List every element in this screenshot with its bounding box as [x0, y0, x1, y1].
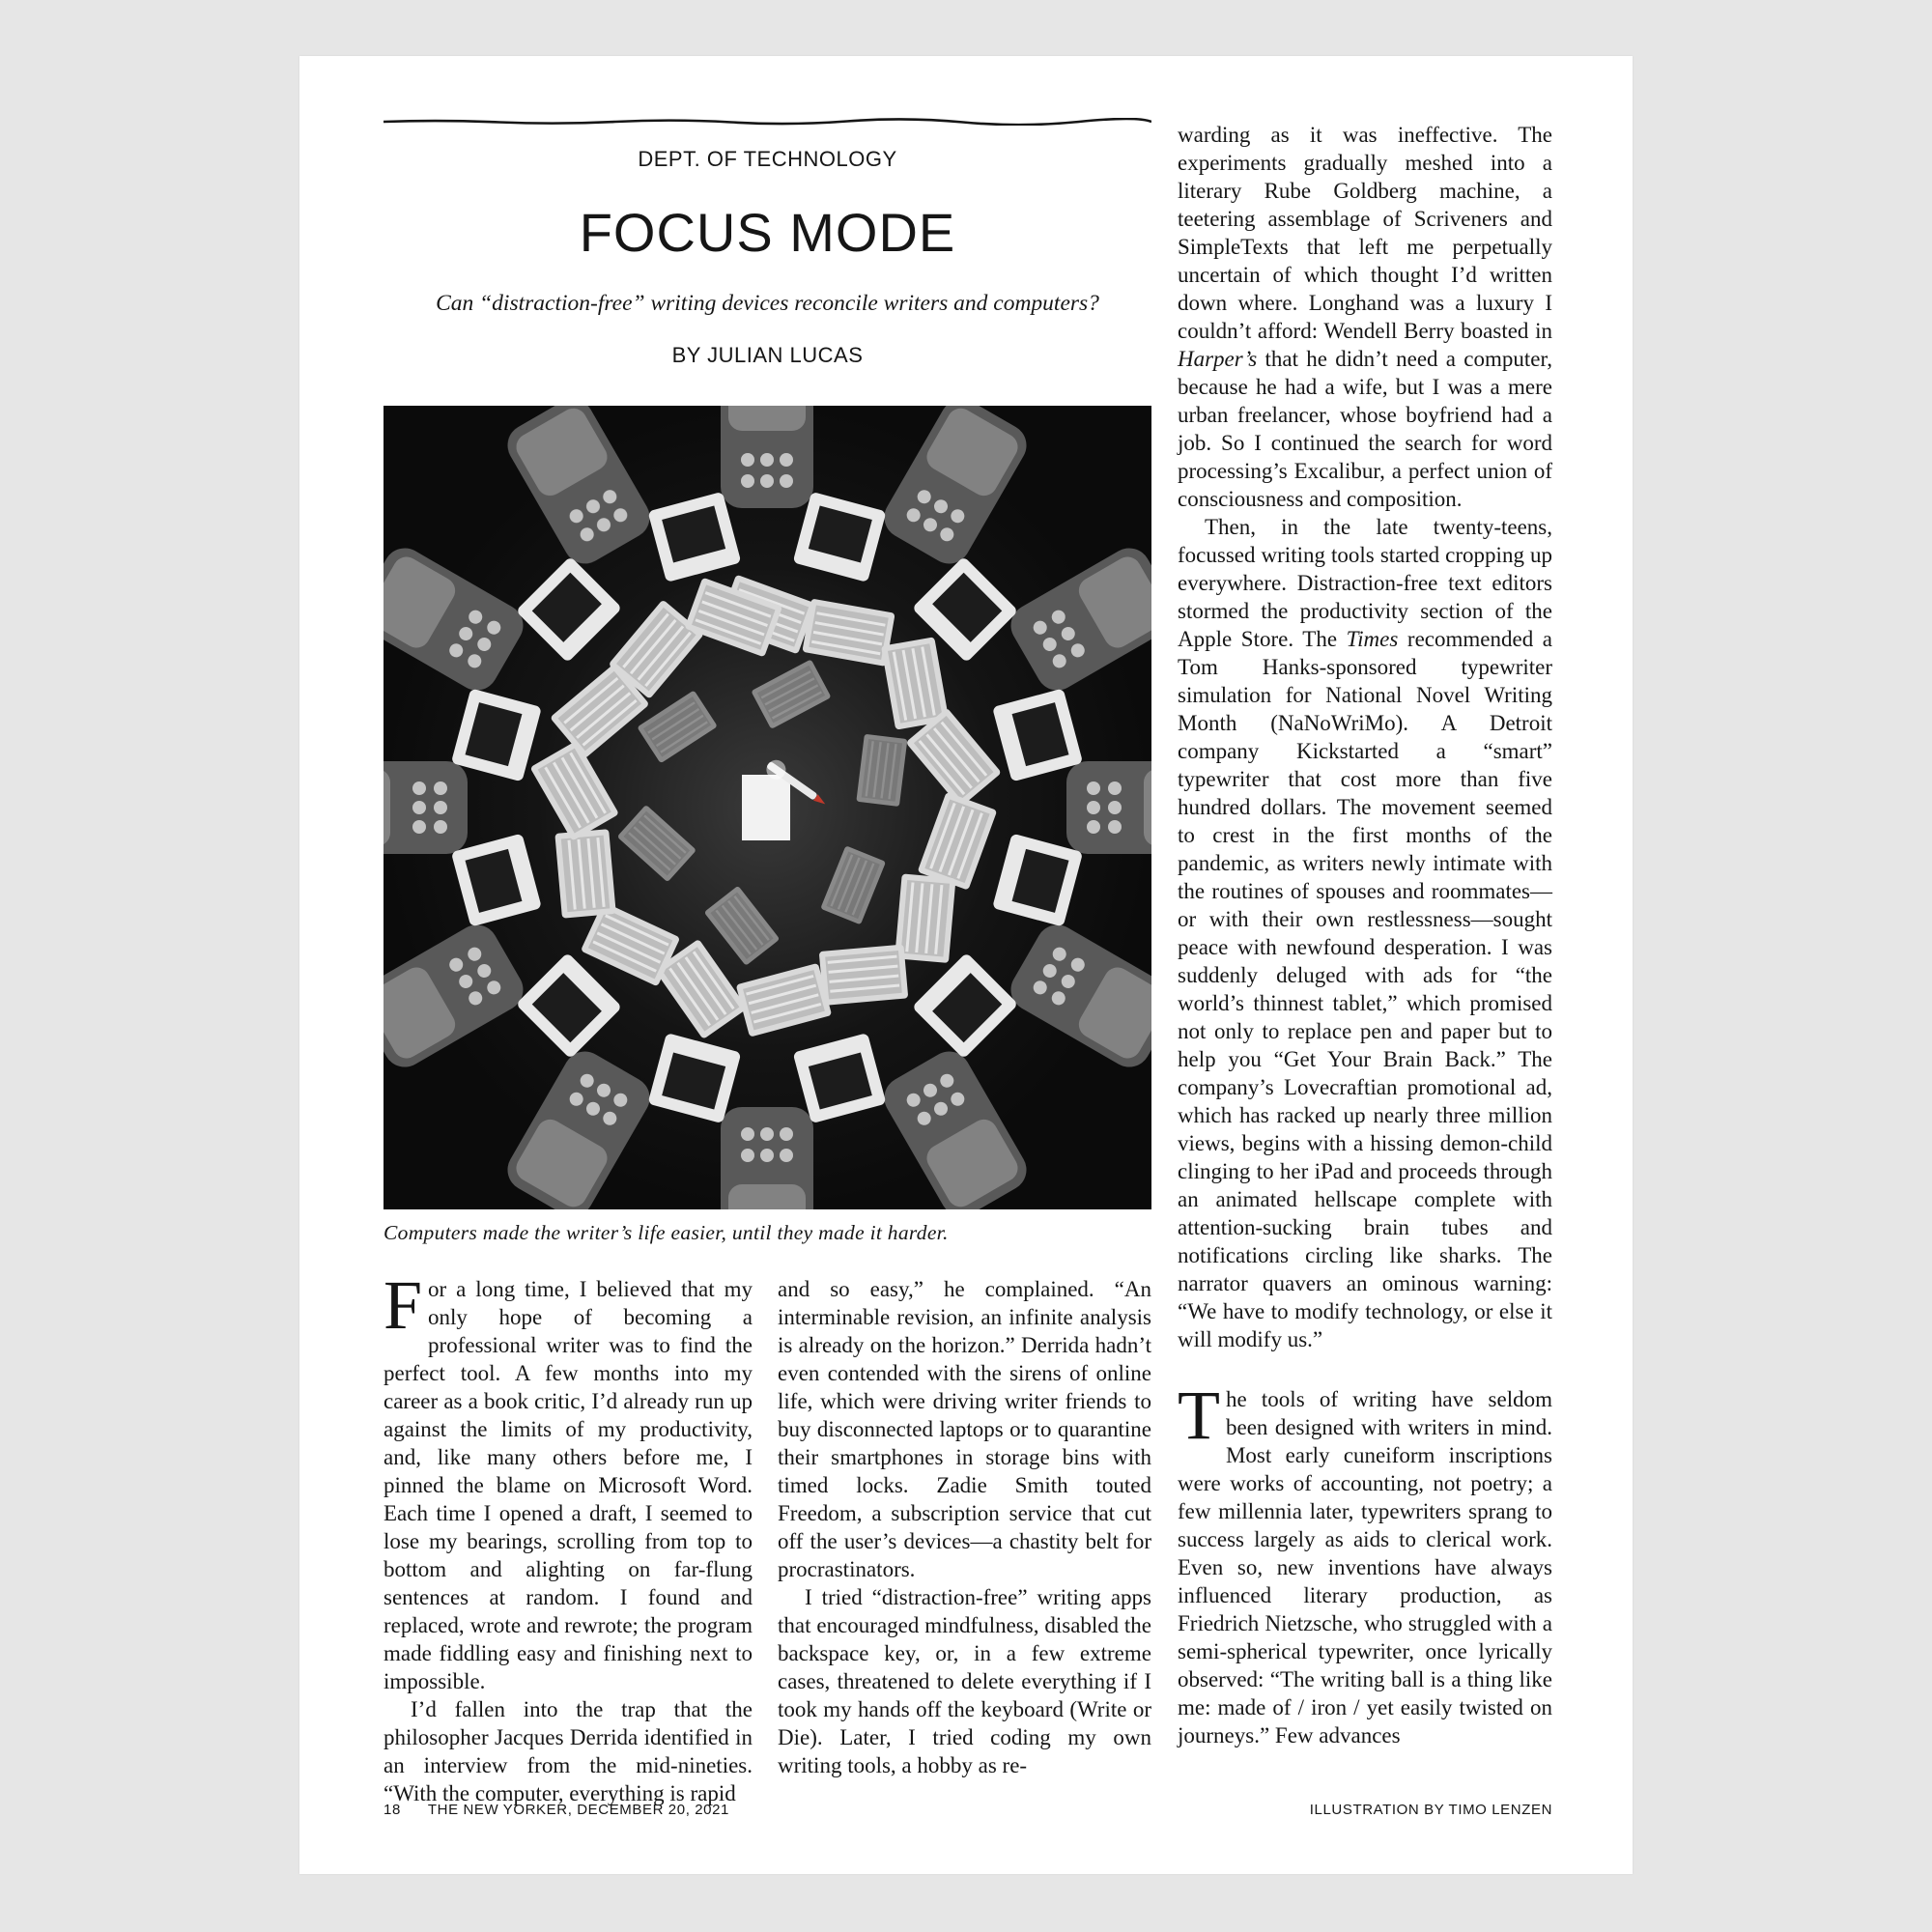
text-column-2 — [778, 1275, 1151, 1779]
paragraph — [1178, 121, 1552, 513]
paragraph-text: or a long time, I believed that my only hope of becoming a professional writer was to find the perfect tool. A few months into my career as a book critic, I’d already run up against the limits of my productivity, and, like many others before me, I pinned the blame on Microsoft Word. Each time I opened a draft, I seemed to lose my bearings, scrolling from top to bottom and alighting on far-flung sentences at random. I found and replaced, wrote and rewrote; the program made fiddling easy and finishing next to impossible. — [384, 1277, 753, 1693]
paragraph-text: Then, in the late twenty-teens, focussed writing tools started cropping up everywhere. Distraction-free text editors stormed the productivity section of the Apple Store. The — [1178, 515, 1552, 651]
illustration-caption: Computers made the writer’s life easier, until they made it harder. — [384, 1221, 949, 1244]
paragraph — [1178, 1377, 1552, 1749]
paragraph-text: that he didn’t need a computer, because he had a wife, but I was a mere urban freelancer, whose boyfriend had a job. So I continued the search for word processing’s Excalibur, a perfect union of consciousness and composition. — [1178, 347, 1552, 511]
paragraph-text: recommended a Tom Hanks-sponsored typewriter simulation for National Novel Writing Month (NaNoWriMo). A Detroit company Kickstarted a “smart” typewriter that cost more than five hundred dollars. The movement seemed to crest in the first months of the pandemic, as writers newly intimate with the routines of spouses and roommates—or with their own restlessness—sought peace with newfound desperation. I was suddenly deluged with ads for “the world’s thinnest tablet,” which promised not only to replace pen and paper but to help you “Get Your Brain Back.” The company’s Lovecraftian promotional ad, which has racked up nearly three million views, begins with a hissing demon-child clinging to her iPad and proceeds through an animated hellscape complete with attention-sucking brain tubes and notifications circling like sharks. The narrator quavers an ominous warning: “We have to modify technology, or else it will modify us.” — [1178, 627, 1552, 1351]
article-title: FOCUS MODE — [579, 202, 956, 263]
page-footer — [384, 1802, 756, 1818]
paragraph-text: he tools of writing have seldom been designed with writers in mind. Most early cuneiform inscriptions were works of accounting, not poetry; a few millennia later, typewriters sprang to success largely as aids to clerical work. Even so, new inventions have always influenced literary production, as Friedrich Nietzsche, who struggled with a semi-spherical typewriter, once lyrically observed: “The writing ball is a thing like me: made of / iron / yet easily twisted on journeys.” Few advances — [1178, 1387, 1552, 1747]
illustration-artwork — [384, 406, 1151, 1209]
italic-title: Harper’s — [1178, 347, 1258, 371]
header-rule — [384, 118, 1151, 126]
paragraph: and so easy,” he complained. “An interminable revision, an infinite analysis is already on the horizon.” Derrida hadn’t even contended with the sirens of online life, which were driving writer friends to buy disconnected laptops or to quarantine their smartphones in storage bins with timed locks. Zadie Smith touted Freedom, a subscription service that cut off the user’s devices—a chastity belt for procrastinators. — [778, 1277, 1151, 1581]
paragraph — [384, 1266, 753, 1695]
department-label: DEPT. OF TECHNOLOGY — [638, 147, 897, 171]
illustration-credit: ILLUSTRATION BY TIMO LENZEN — [1309, 1802, 1552, 1818]
text-column-1 — [384, 1266, 753, 1807]
italic-title: Times — [1346, 627, 1399, 651]
illustration — [384, 406, 1151, 1209]
paper-sheet — [742, 775, 790, 840]
paragraph: I tried “distraction-free” writing apps that encouraged mindfulness, disabled the backspace key, or, in a few extreme cases, threatened to delete everything if I took my hands off the keyboard (Write or Die). Later, I tried coding my own writing tools, a hobby as re- — [778, 1585, 1151, 1777]
article-dek: Can “distraction-free” writing devices reconcile writers and computers? — [436, 291, 1099, 316]
paragraph-text: warding as it was ineffective. The experiments gradually meshed into a literary Rube Goldberg machine, a teetering assemblage of Scriveners and SimpleTexts that left me perpetually uncertain of which thought I’d written down where. Longhand was a luxury I couldn’t afford: Wendell Berry boasted in — [1178, 123, 1552, 343]
drop-cap: T — [1178, 1377, 1220, 1454]
page-number: 18 — [384, 1802, 401, 1818]
text-column-3 — [1178, 121, 1552, 1749]
byline: BY JULIAN LUCAS — [671, 343, 864, 367]
publication-line: THE NEW YORKER, DECEMBER 20, 2021 — [427, 1802, 729, 1818]
paragraph: I’d fallen into the trap that the philosopher Jacques Derrida identified in an interview from the mid-nineties. “With the computer, everything is rapid — [384, 1697, 753, 1805]
paragraph — [1178, 513, 1552, 1353]
drop-cap: F — [384, 1266, 423, 1344]
